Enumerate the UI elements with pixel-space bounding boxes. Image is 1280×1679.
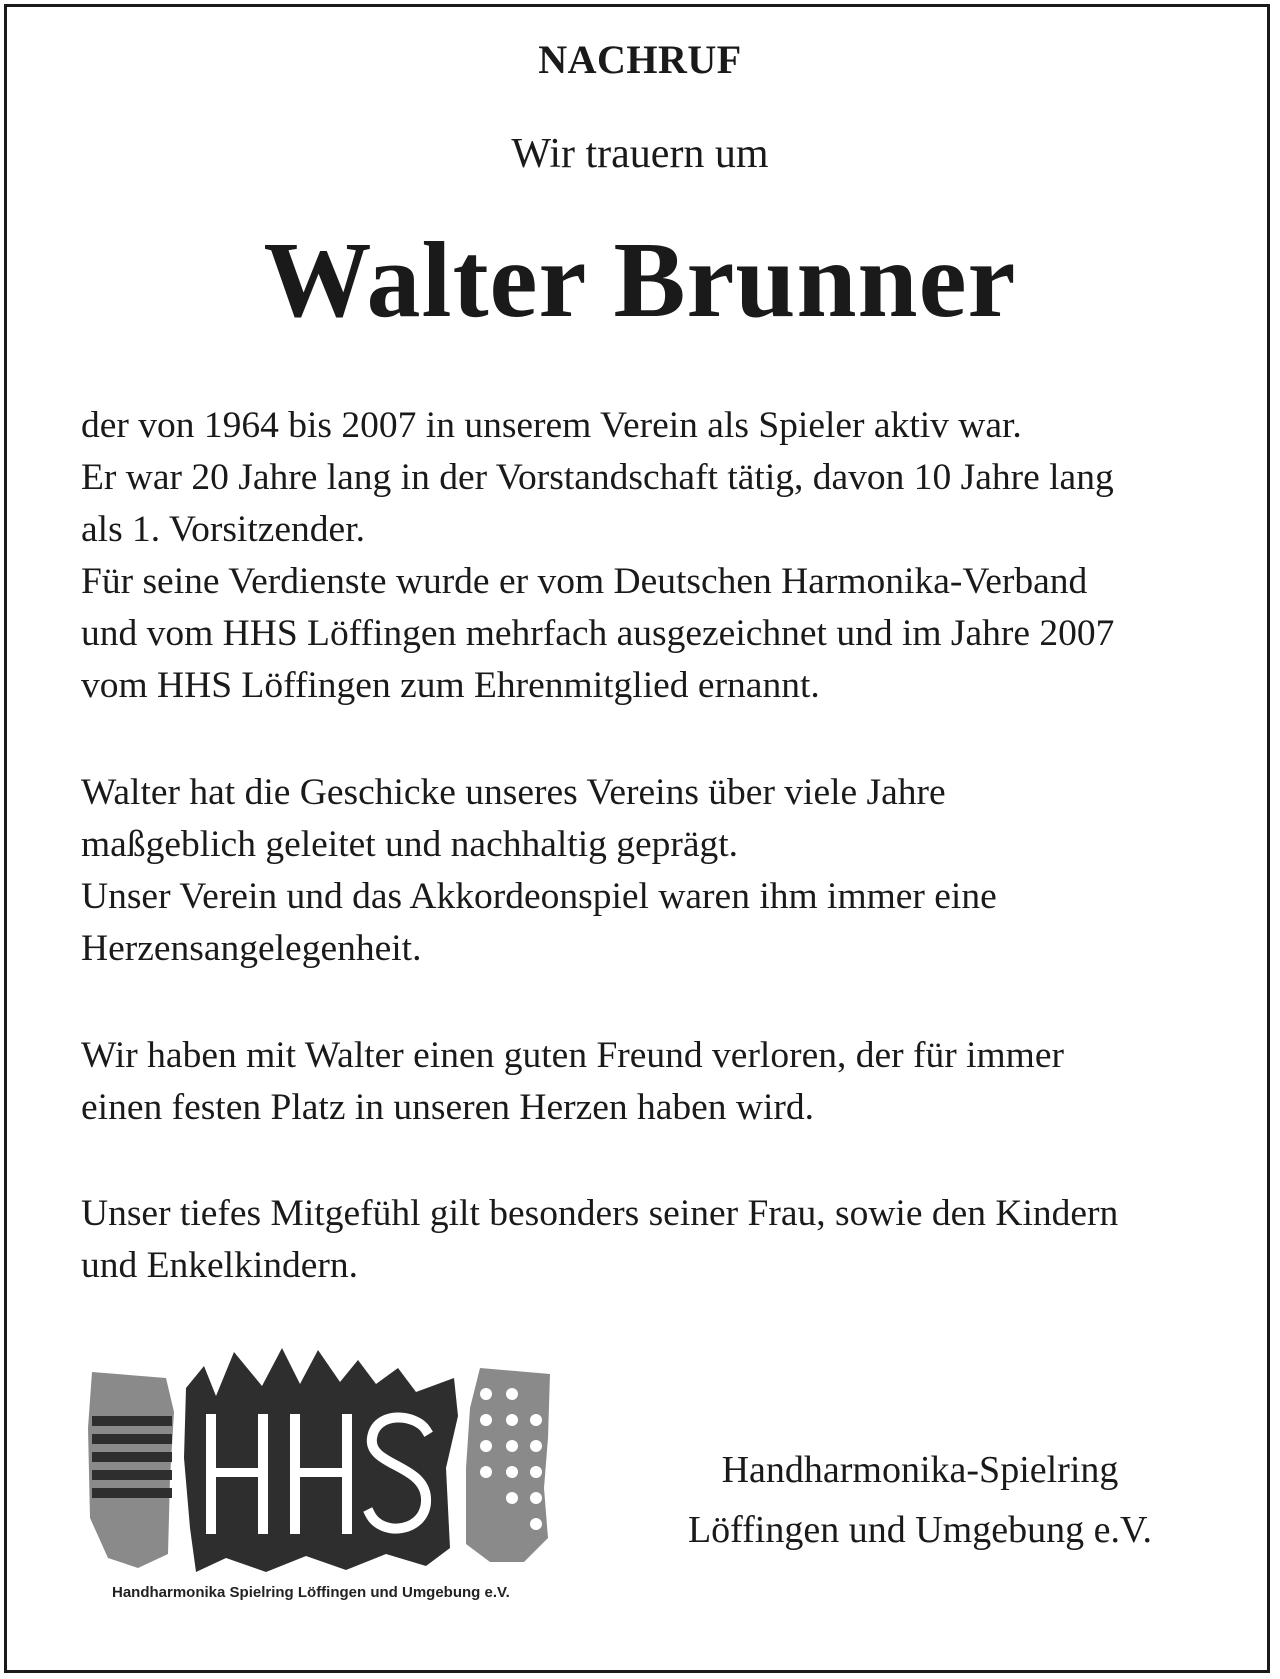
paragraph-legacy bbox=[81, 767, 1201, 975]
organization-name-line1: Handharmonika-Spielring bbox=[721, 1449, 1119, 1491]
paragraph-line: Walter hat die Geschicke unseres Vereins über viele Jahre bbox=[81, 772, 946, 813]
paragraph-career bbox=[81, 400, 1201, 712]
paragraph-line: Unser Verein und das Akkordeonspiel waren ihm immer eine bbox=[81, 876, 997, 917]
paragraph-line: Für seine Verdienste wurde er vom Deutschen Harmonika-Verband bbox=[81, 561, 1088, 602]
logo-stripe bbox=[92, 1470, 172, 1480]
deceased-name: Walter Brunner bbox=[263, 221, 1017, 340]
logo-caption: Handharmonika Spielring Löffingen und Umgebung e.V. bbox=[112, 1584, 510, 1601]
paragraph-line: und vom HHS Löffingen mehrfach ausgezeichnet und im Jahre 2007 bbox=[81, 613, 1115, 654]
paragraph-line: als 1. Vorsitzender. bbox=[81, 509, 365, 550]
paragraph-friendship bbox=[81, 1030, 1201, 1134]
paragraph-line: vom HHS Löffingen zum Ehrenmitglied ernannt. bbox=[81, 665, 820, 706]
organization-name-line2: Löffingen und Umgebung e.V. bbox=[687, 1509, 1153, 1551]
paragraph-condolences bbox=[81, 1188, 1201, 1292]
accordion-logo-icon bbox=[86, 1348, 606, 1604]
intro-line: Wir trauern um bbox=[511, 131, 769, 177]
paragraph-line: Er war 20 Jahre lang in der Vorstandschaft tätig, davon 10 Jahre lang bbox=[81, 457, 1114, 498]
paragraph-line: maßgeblich geleitet und nachhaltig geprägt. bbox=[81, 824, 739, 865]
logo-stripe bbox=[92, 1416, 172, 1426]
organization-signature bbox=[640, 1440, 1200, 1560]
logo-stripe bbox=[92, 1488, 172, 1498]
logo-stripe bbox=[92, 1434, 172, 1444]
logo-stripe bbox=[92, 1452, 172, 1462]
paragraph-line: Unser tiefes Mitgefühl gilt besonders seiner Frau, sowie den Kindern bbox=[81, 1193, 1119, 1234]
paragraph-line: Wir haben mit Walter einen guten Freund verloren, der für immer bbox=[81, 1035, 1064, 1076]
paragraph-line: und Enkelkindern. bbox=[81, 1245, 359, 1286]
paragraph-line: Herzensangelegenheit. bbox=[81, 928, 422, 969]
logo-bellows bbox=[184, 1348, 458, 1572]
paragraph-line: der von 1964 bis 2007 in unserem Verein als Spieler aktiv war. bbox=[81, 405, 1022, 446]
hhs-logo bbox=[86, 1348, 606, 1604]
paragraph-line: einen festen Platz in unseren Herzen haben wird. bbox=[81, 1087, 815, 1128]
notice-label: NACHRUF bbox=[538, 37, 742, 82]
